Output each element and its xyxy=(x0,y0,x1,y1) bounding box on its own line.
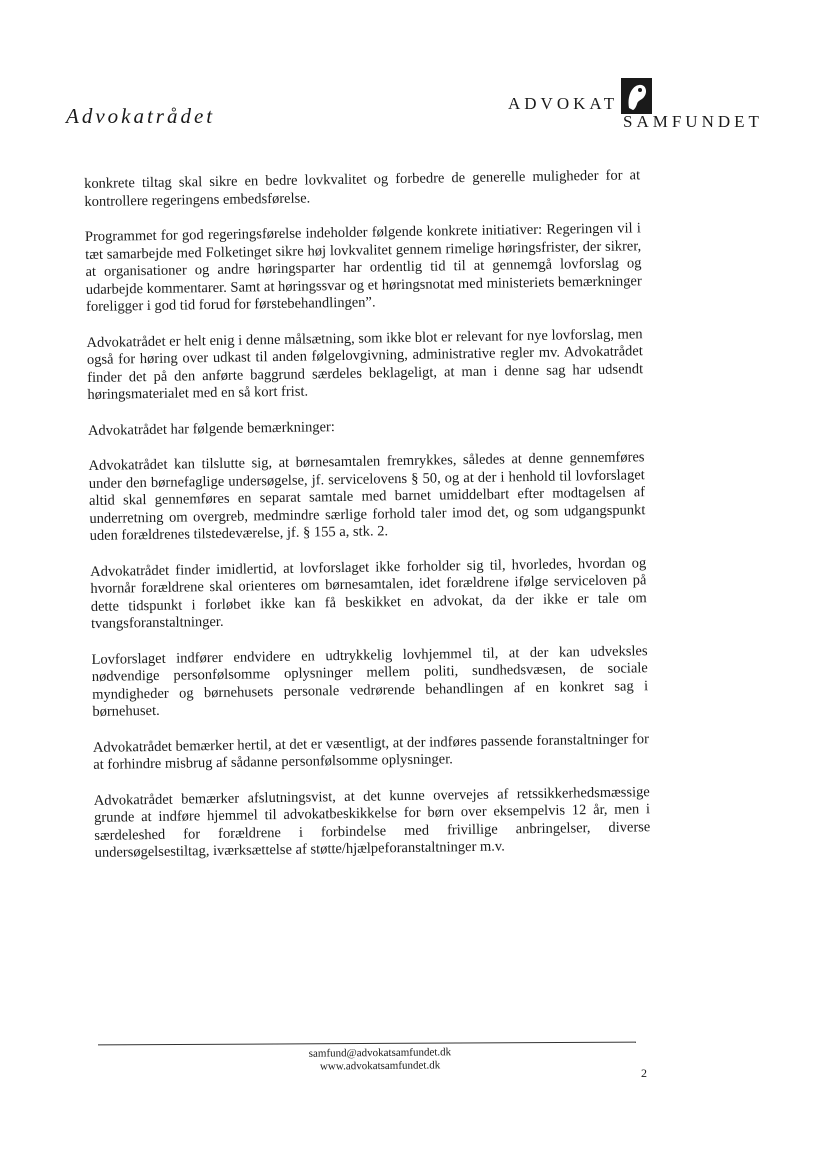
paragraph: konkrete tiltag skal sikre en bedre lovkvalitet og forbedre de generelle muligheder for at kontrollere regeringens embedsførelse. xyxy=(84,167,641,210)
paragraph: Advokatrådet bemærker afslutningsvist, at det kunne overvejes af retssikkerhedsmæssige grunde at indføre hjemmel til advokatbeskikkelse for børn over eksempelvis 12 år, men i særdeleshed for forældrene i forbindelse med frivillige anbringelser, diverse undersøgelsestiltag, iværksættelse af støtte/hjælpeforanstaltninger m.v. xyxy=(93,783,651,861)
logo-text-samfundet: SAMFUNDET xyxy=(623,112,763,131)
paragraph: Advokatrådet er helt enig i denne målsætning, som ikke blot er relevant for nye lovforslag, men også for høring over udkast til anden følgelovgivning, administrative regler mv. Advokatrådet finder det på den anførte baggrund særdeles beklageligt, at man i denne sag har udsendt høringsmaterialet med en så kort frist. xyxy=(86,325,644,403)
page-number: 2 xyxy=(641,1066,647,1080)
footer-divider xyxy=(98,1042,636,1046)
paragraph: Programmet for god regeringsførelse indeholder følgende konkrete initiativer: Regeringen vil i tæt samarbejde med Folketinget sikre høj lovkvalitet gennem rimelige høringsfrister, der sikrer, at organisationer og andre høringsparter har ordentlig tid til at gennemgå lovforslag og udarbejde kommentarer. Samt at høringssvar og et høringsnotat med ministeriets bemærkninger foreligger i god tid forud for førstebehandlingen”. xyxy=(84,220,642,315)
logo-mark-icon xyxy=(621,78,652,114)
paragraph: Advokatrådet bemærker hertil, at det er væsentligt, at der indføres passende foranstaltninger for at forhindre misbrug af sådanne personfølsomme oplysninger. xyxy=(92,730,650,773)
logo-text-advokat: ADVOKAT xyxy=(508,94,619,113)
footer-contact xyxy=(290,1046,470,1074)
paragraph: Advokatrådet finder imidlertid, at lovforslaget ikke forholder sig til, hvorledes, hvordan og hvornår forældrene skal orienteres om børnesamtalen, idet forældrene ifølge serviceloven på dette tidspunkt i forløbet ikke kan få beskikket en advokat, da der ikke er tale om tvangsforanstaltninger. xyxy=(90,554,647,632)
advokatsamfundet-logo xyxy=(508,78,770,138)
council-title: Advokatrådet xyxy=(66,104,216,128)
letter-body xyxy=(84,167,651,880)
paragraph: Advokatrådet har følgende bemærkninger: xyxy=(87,418,335,439)
footer-email[interactable]: samfund@advokatsamfundet.dk xyxy=(308,1046,452,1060)
paragraph: Advokatrådet kan tilslutte sig, at børnesamtalen fremrykkes, således at denne gennemføres under den børnefaglige undersøgelse, jf. servicelovens § 50, og at der i henhold til lovforslaget altid skal gennemføres en separat samtale med barnet umiddelbart efter modtagelsen af underretning om overgreb, medmindre særlige forhold taler imod det, og som udgangspunkt uden forældrenes tilstedeværelse, jf. § 155 a, stk. 2. xyxy=(88,449,646,544)
paragraph: Lovforslaget indfører endvidere en udtrykkelig lovhjemmel til, at der kan udveksles nødvendige personfølsomme oplysninger mellem politi, sundhedsvæsen, de sociale myndigheder og børnehusets personale vedrørende behandlingen af en konkret sag i børnehuset. xyxy=(91,642,649,720)
footer-website[interactable]: www.advokatsamfundet.dk xyxy=(319,1059,441,1073)
